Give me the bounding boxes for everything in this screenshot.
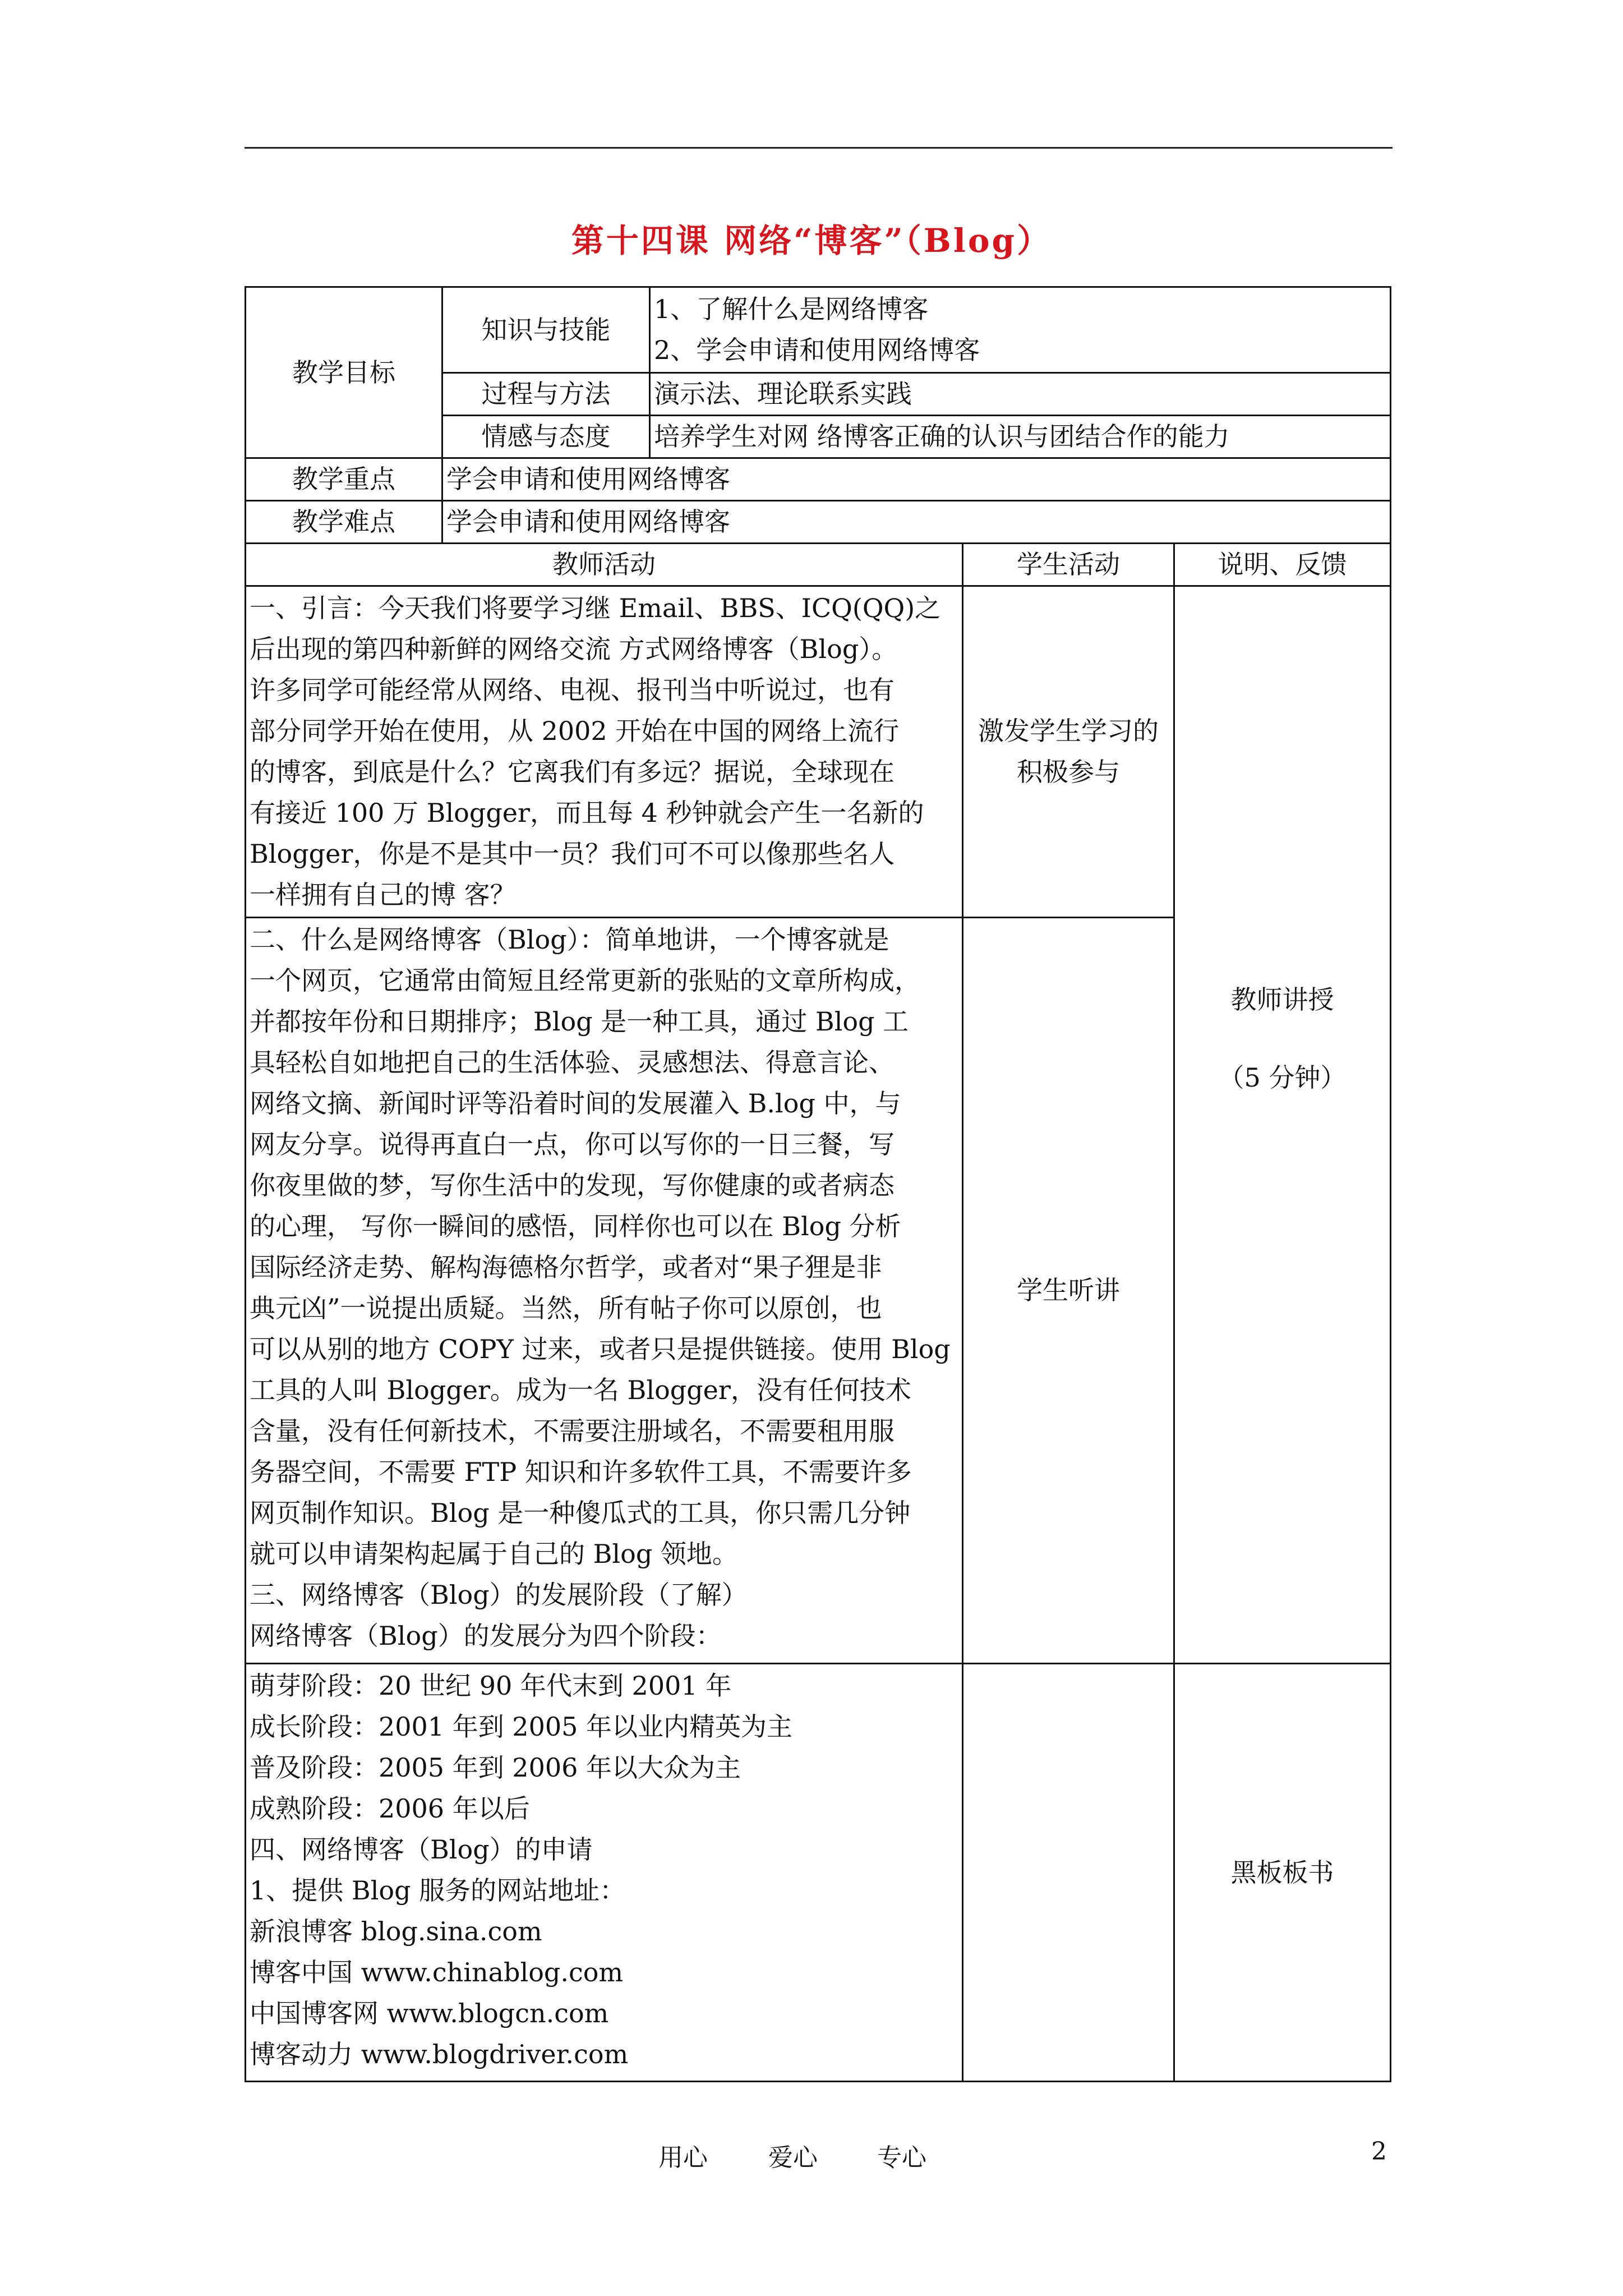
text-line: 新浪博客 blog.sina.com bbox=[250, 1916, 542, 1947]
page-number: 2 bbox=[1371, 2137, 1387, 2166]
student-line: 积极参与 bbox=[1017, 757, 1120, 787]
footer-text-a: 用心 bbox=[658, 2143, 708, 2172]
knowledge-line: 2、学会申请和使用网络博客 bbox=[654, 335, 980, 365]
objectives-label: 教学目标 bbox=[246, 287, 442, 458]
text-line: 网友分享。说得再直白一点，你可以写你的一日三餐，写 bbox=[250, 1129, 895, 1159]
text-line: 网页制作知识。Blog 是一种傻瓜式的工具，你只需几分钟 bbox=[250, 1498, 911, 1528]
attitude-value: 培养学生对网 络博客正确的认识与团结合作的能力 bbox=[650, 416, 1391, 458]
teacher-activity-header: 教师活动 bbox=[246, 544, 963, 586]
header-rule bbox=[245, 147, 1393, 149]
text-line: 工具的人叫 Blogger。成为一名 Blogger，没有任何技术 bbox=[250, 1375, 911, 1405]
text-line: 就可以申请架构起属于自己的 Blog 领地。 bbox=[250, 1539, 738, 1569]
process-value: 演示法、理论联系实践 bbox=[650, 373, 1391, 416]
text-line: 国际经济走势、解构海德格尔哲学，或者对“果子狸是非 bbox=[250, 1252, 882, 1282]
notes-lecture-cell bbox=[1174, 586, 1391, 1664]
difficulty-label: 教学难点 bbox=[246, 501, 442, 544]
notes-header: 说明、反馈 bbox=[1174, 544, 1391, 586]
text-line: 含量，没有任何新技术，不需要注册域名，不需要租用服 bbox=[250, 1416, 895, 1446]
footer-text-c: 专心 bbox=[877, 2143, 926, 2172]
notes-time: （5 分钟） bbox=[1218, 1062, 1347, 1093]
text-line: 博客动力 www.blogdriver.com bbox=[250, 2039, 629, 2069]
text-line: 可以从别的地方 COPY 过来，或者只是提供链接。使用 Blog bbox=[250, 1334, 951, 1364]
text-line: 的博客，到底是什么？它离我们有多远？据说，全球现在 bbox=[250, 757, 895, 787]
difficulty-value: 学会申请和使用网络博客 bbox=[442, 501, 1391, 544]
student-activity-intro bbox=[963, 586, 1174, 918]
notes-board: 黑板板书 bbox=[1174, 1664, 1391, 2082]
text-line: 务器空间，不需要 FTP 知识和许多软件工具，不需要许多 bbox=[250, 1457, 912, 1487]
text-line: 你夜里做的梦，写你生活中的发现，写你健康的或者病态 bbox=[250, 1170, 895, 1200]
knowledge-value bbox=[650, 287, 1391, 373]
text-line: 1、提供 Blog 服务的网站地址： bbox=[250, 1875, 626, 1906]
student-line: 激发学生学习的 bbox=[978, 716, 1159, 746]
text-line: 许多同学可能经常从网络、电视、报刊当中听说过，也有 bbox=[250, 675, 895, 705]
text-line: 一、引言：今天我们将要学习继 Email、BBS、ICQ(QQ)之 bbox=[250, 593, 941, 623]
footer-text-b: 爱心 bbox=[768, 2143, 818, 2172]
teacher-block-stages bbox=[246, 1664, 963, 2082]
process-label: 过程与方法 bbox=[442, 373, 650, 416]
text-line: 典元凶”一说提出质疑。当然，所有帖子你可以原创，也 bbox=[250, 1293, 882, 1323]
text-line: 成熟阶段：2006 年以后 bbox=[250, 1793, 530, 1824]
text-line: 部分同学开始在使用，从 2002 开始在中国的网络上流行 bbox=[250, 716, 900, 746]
text-line: 四、网络博客（Blog）的申请 bbox=[250, 1834, 593, 1865]
text-line: 三、网络博客（Blog）的发展阶段（了解） bbox=[250, 1580, 748, 1610]
text-line: 的心理， 写你一瞬间的感悟，同样你也可以在 Blog 分析 bbox=[250, 1211, 901, 1241]
knowledge-label: 知识与技能 bbox=[442, 287, 650, 373]
text-line: 后出现的第四种新鲜的网络交流 方式网络博客（Blog）。 bbox=[250, 634, 898, 664]
text-line: 二、什么是网络博客（Blog）：简单地讲，一个博客就是 bbox=[250, 924, 889, 955]
text-line: 一样拥有自己的博 客？ bbox=[250, 880, 516, 910]
text-line: 并都按年份和日期排序；Blog 是一种工具，通过 Blog 工 bbox=[250, 1006, 909, 1037]
knowledge-line: 1、了解什么是网络博客 bbox=[654, 294, 929, 324]
notes-lecture: 教师讲授 bbox=[1230, 984, 1334, 1015]
attitude-label: 情感与态度 bbox=[442, 416, 650, 458]
text-line: 博客中国 www.chinablog.com bbox=[250, 1957, 624, 1987]
text-line: 成长阶段：2001 年到 2005 年以业内精英为主 bbox=[250, 1711, 792, 1742]
student-activity-empty bbox=[963, 1664, 1174, 2082]
teacher-block-intro bbox=[246, 586, 963, 918]
text-line: 普及阶段：2005 年到 2006 年以大众为主 bbox=[250, 1752, 741, 1783]
text-line: Blogger，你是不是其中一员？我们可不可以像那些名人 bbox=[250, 839, 895, 869]
student-activity-listen: 学生听讲 bbox=[963, 918, 1174, 1664]
text-line: 一个网页，它通常由简短且经常更新的张贴的文章所构成， bbox=[250, 965, 920, 996]
text-line: 萌芽阶段：20 世纪 90 年代末到 2001 年 bbox=[250, 1671, 732, 1701]
text-line: 具轻松自如地把自己的生活体验、灵感想法、得意言论、 bbox=[250, 1047, 895, 1078]
text-line: 中国博客网 www.blogcn.com bbox=[250, 1998, 609, 2028]
lesson-plan-table bbox=[245, 286, 1391, 2082]
lesson-title: 第十四课 网络“博客”（Blog） bbox=[571, 222, 1052, 260]
key-point-value: 学会申请和使用网络博客 bbox=[442, 458, 1391, 501]
text-line: 网络博客（Blog）的发展分为四个阶段： bbox=[250, 1621, 722, 1651]
teacher-block-definition bbox=[246, 918, 963, 1664]
text-line: 有接近 100 万 Blogger，而且每 4 秒钟就会产生一名新的 bbox=[250, 798, 924, 828]
text-line: 网络文摘、新闻时评等沿着时间的发展灌入 B.log 中，与 bbox=[250, 1088, 901, 1119]
student-activity-header: 学生活动 bbox=[963, 544, 1174, 586]
key-point-label: 教学重点 bbox=[246, 458, 442, 501]
